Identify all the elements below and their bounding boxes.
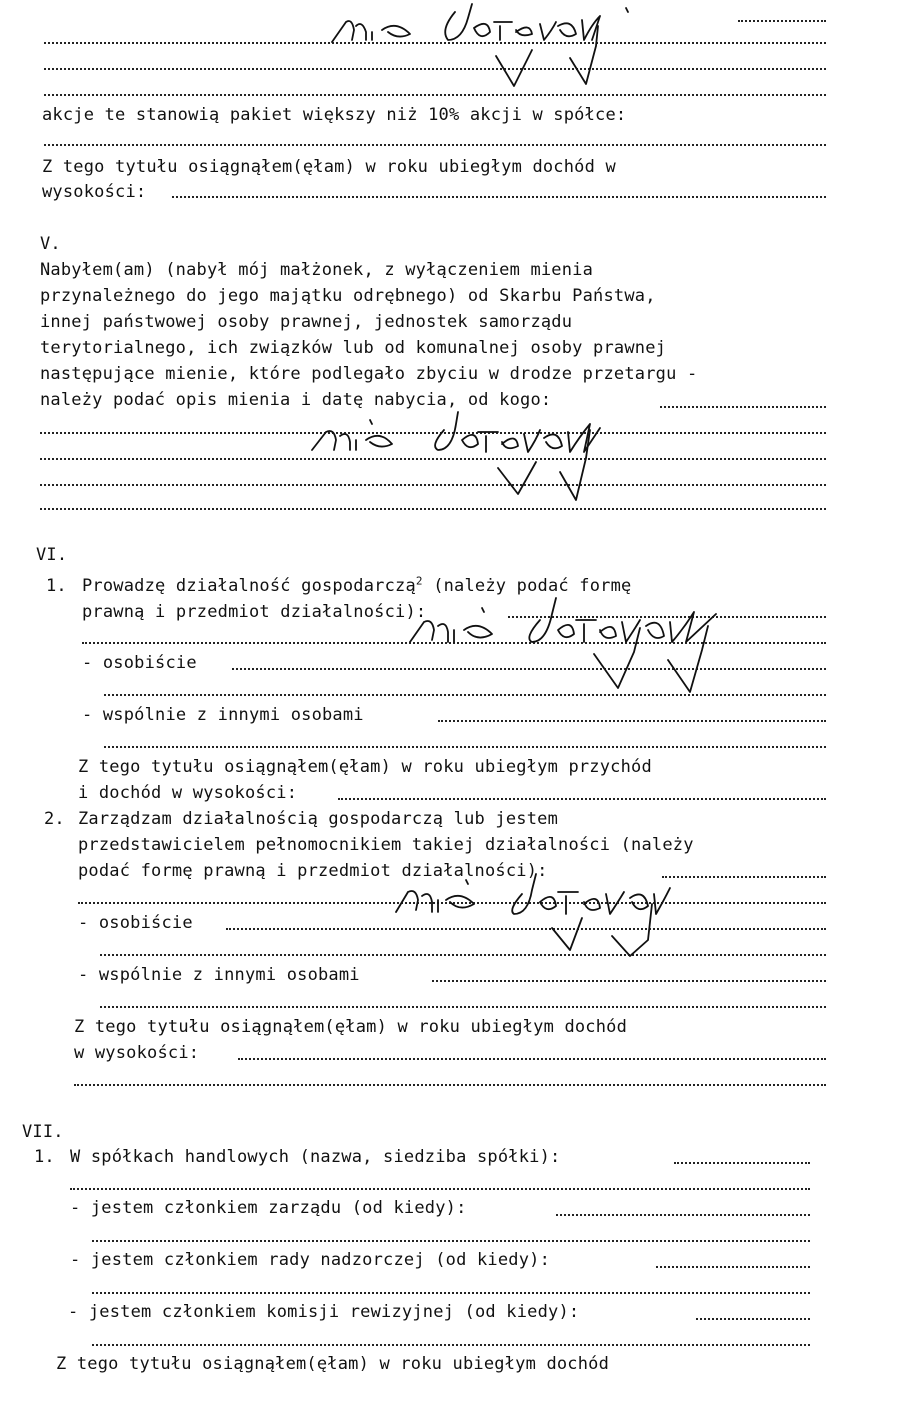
fill-line [556, 1214, 810, 1216]
section-number: V. [40, 234, 61, 254]
fill-line [92, 1240, 810, 1242]
personally-label: - osobiście [82, 653, 197, 673]
fill-line [44, 42, 826, 44]
income-text: w wysokości: [74, 1043, 200, 1063]
item-text: prawną i przedmiot działalności): [82, 602, 427, 622]
section-number: VI. [36, 545, 68, 565]
section-text: terytorialnego, ich związków lub od komunalnej osoby prawnej [40, 338, 667, 358]
fill-line [40, 508, 826, 510]
item-text-part: (należy podać formę [433, 576, 632, 596]
footnote-marker: 2 [415, 574, 423, 588]
fill-line [82, 642, 826, 644]
supervisory-label: - jestem członkiem rady nadzorczej (od kiedy): [70, 1250, 551, 1270]
fill-line [40, 458, 826, 460]
section-text: następujące mienie, które podlegało zbyciu w drodze przetargu - [40, 364, 698, 384]
fill-line [696, 1318, 810, 1320]
section-text: przynależnego do jego majątku odrębnego) od Skarbu Państwa, [40, 286, 656, 306]
jointly-label: - wspólnie z innymi osobami [78, 965, 360, 985]
section-text: należy podać opis mienia i datę nabycia, od kogo: [40, 390, 552, 410]
fill-line [438, 720, 826, 722]
income-text: Z tego tytułu osiągnąłem(ęłam) w roku ubiegłym dochód [74, 1017, 628, 1037]
fill-line [78, 902, 826, 904]
fill-line [100, 954, 826, 956]
fill-line [172, 196, 826, 198]
income-text: wysokości: [42, 182, 147, 202]
fill-line [226, 928, 826, 930]
item-number: 1. [46, 576, 67, 596]
fill-line [674, 1162, 810, 1164]
fill-line [92, 1292, 810, 1294]
fill-line [104, 694, 826, 696]
income-text: Z tego tytułu osiągnąłem(ęłam) w roku ubiegłym dochód [56, 1354, 610, 1374]
section-text: Nabyłem(am) (nabył mój małżonek, z wyłączeniem mienia [40, 260, 594, 280]
fill-line [660, 406, 826, 408]
section-text: innej państwowej osoby prawnej, jednostek samorządu [40, 312, 573, 332]
fill-line [70, 1188, 810, 1190]
income-text: Z tego tytułu osiągnąłem(ęłam) w roku ubiegłym przychód [78, 757, 652, 777]
item-number: 2. [44, 809, 65, 829]
item-text: podać formę prawną i przedmiot działalności): [78, 861, 548, 881]
income-text: Z tego tytułu osiągnąłem(ęłam) w roku ubiegłym dochód w [42, 157, 616, 177]
fill-line [338, 798, 826, 800]
stake-text: akcje te stanowią pakiet większy niż 10% akcji w spółce: [42, 105, 627, 125]
item-text: W spółkach handlowych (nazwa, siedziba spółki): [70, 1147, 561, 1167]
section-number: VII. [22, 1122, 64, 1142]
fill-line [656, 1266, 810, 1268]
item-text: Zarządzam działalnością gospodarczą lub jestem [78, 809, 559, 829]
item-number: 1. [34, 1147, 55, 1167]
fill-line [92, 1344, 810, 1346]
fill-line [40, 484, 826, 486]
fill-line [44, 94, 826, 96]
top-right-mark [738, 20, 826, 22]
item-text [82, 576, 631, 596]
audit-label: - jestem członkiem komisji rewizyjnej (od kiedy): [68, 1302, 580, 1322]
jointly-label: - wspólnie z innymi osobami [82, 705, 364, 725]
fill-line [40, 432, 826, 434]
fill-line [100, 1006, 826, 1008]
fill-line [74, 1084, 826, 1086]
fill-line [232, 668, 826, 670]
fill-line [508, 616, 826, 618]
fill-line [104, 746, 826, 748]
fill-line [432, 980, 826, 982]
fill-line [238, 1058, 826, 1060]
fill-line [44, 144, 826, 146]
board-label: - jestem członkiem zarządu (od kiedy): [70, 1198, 467, 1218]
fill-line [44, 68, 826, 70]
fill-line [662, 876, 826, 878]
personally-label: - osobiście [78, 913, 193, 933]
income-text: i dochód w wysokości: [78, 783, 298, 803]
item-text-part: Prowadzę działalność gospodarczą [82, 576, 416, 596]
item-text: przedstawicielem pełnomocnikiem takiej działalności (należy [78, 835, 694, 855]
